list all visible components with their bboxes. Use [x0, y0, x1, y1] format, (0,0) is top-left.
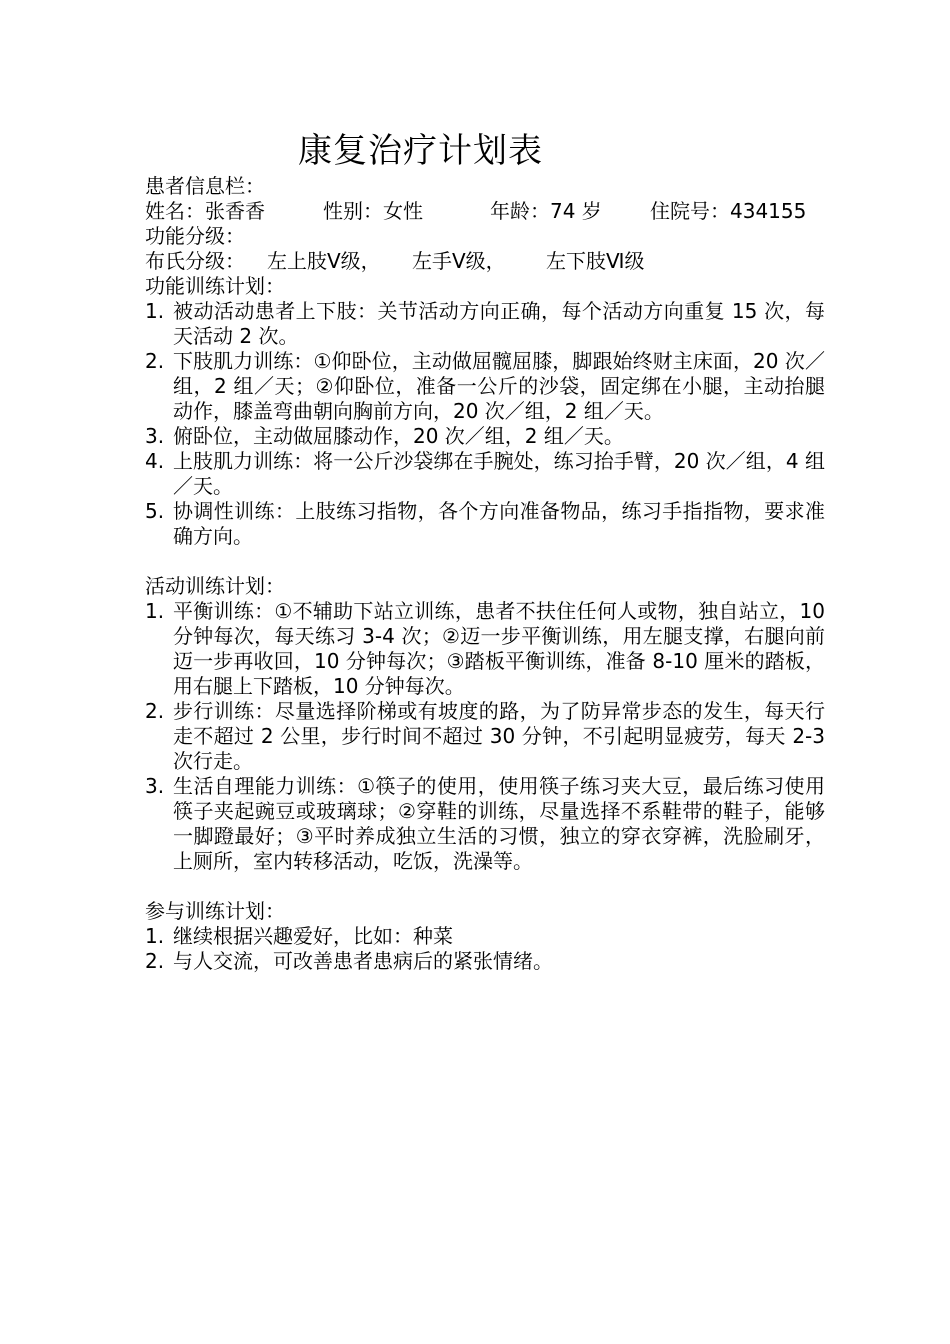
brunnstrom-grade-row: [145, 249, 825, 274]
page-title: 康复治疗计划表: [298, 131, 543, 171]
patient-gender: 性别：女性: [323, 199, 423, 223]
section-spacer: [145, 874, 825, 899]
list-item: 2. 步行训练：尽量选择阶梯或有坡度的路，为了防异常步态的发生，每天行走不超过 2 公里，步行时间不超过 30 分钟，不引起明显疲劳，每天 2-3 次行走。: [145, 699, 825, 773]
functional-training-heading: 功能训练计划：: [145, 274, 285, 298]
list-item: 3. 俯卧位，主动做屈膝动作，20 次／组，2 组／天。: [145, 424, 624, 448]
document-page: [145, 128, 825, 974]
list-item: 2. 下肢肌力训练：①仰卧位，主动做屈髋屈膝，脚跟始终财主床面，20 次／组，2 组／天；②仰卧位，准备一公斤的沙袋，固定绑在小腿，主动抬腿动作，膝盖弯曲朝向胸前方向，20 次／组，2 组／天。: [145, 349, 825, 423]
participation-training-heading: 参与训练计划：: [145, 899, 285, 923]
left-upper-limb-grade: 左上肢Ⅴ级，: [267, 249, 381, 273]
left-hand-grade: 左手Ⅴ级，: [412, 249, 506, 273]
list-item: 3. 生活自理能力训练：①筷子的使用，使用筷子练习夹大豆，最后练习使用筷子夹起豌豆或玻璃球；②穿鞋的训练，尽量选择不系鞋带的鞋子，能够一脚蹬最好；③平时养成独立生活的习惯，独立的穿衣穿裤，洗脸刷牙，上厕所，室内转移活动，吃饭，洗澡等。: [145, 774, 825, 873]
activity-training-list: [145, 599, 825, 874]
patient-info-row: [145, 199, 825, 224]
list-item: 2. 与人交流，可改善患者患病后的紧张情绪。: [145, 949, 553, 973]
activity-training-heading: 活动训练计划：: [145, 574, 285, 598]
list-item: 5. 协调性训练：上肢练习指物，各个方向准备物品，练习手指指物，要求准确方向。: [145, 499, 825, 548]
list-item: 1. 被动活动患者上下肢：关节活动方向正确，每个活动方向重复 15 次，每天活动 2 次。: [145, 299, 825, 348]
list-item: 4. 上肢肌力训练：将一公斤沙袋绑在手腕处，练习抬手臂，20 次／组，4 组／天。: [145, 449, 825, 498]
list-item: 1. 继续根据兴趣爱好，比如：种菜: [145, 924, 453, 948]
brunnstrom-label: 布氏分级：: [145, 249, 245, 273]
patient-age: 年龄：74 岁: [490, 199, 602, 223]
section-spacer: [145, 549, 825, 574]
left-lower-limb-grade: 左下肢Ⅵ级: [546, 249, 645, 273]
admission-number: 住院号：434155: [650, 199, 807, 223]
list-item: 1. 平衡训练：①不辅助下站立训练，患者不扶住任何人或物，独自站立，10 分钟每次，每天练习 3-4 次；②迈一步平衡训练，用左腿支撑，右腿向前迈一步再收回，10 分钟每次；③踏板平衡训练，准备 8-10 厘米的踏板，用右腿上下踏板，10 分钟每次。: [145, 599, 825, 698]
patient-name: 姓名：张香香: [145, 199, 265, 223]
functional-training-list: [145, 299, 825, 549]
participation-training-list: [145, 924, 825, 974]
function-grade-heading: 功能分级：: [145, 224, 245, 248]
patient-info-heading: 患者信息栏：: [145, 174, 265, 198]
